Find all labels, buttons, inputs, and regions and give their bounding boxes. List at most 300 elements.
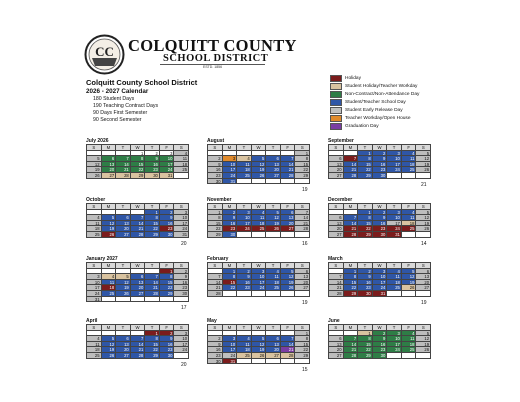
day-cell: 3	[387, 331, 402, 337]
day-cell: 5	[87, 156, 102, 162]
month-day-count: 19	[302, 187, 308, 194]
day-cell: 6	[281, 210, 296, 216]
day-cell	[281, 291, 296, 297]
weekday-label: T	[358, 263, 373, 269]
day-cell: 14	[116, 162, 131, 168]
day-cell: 22	[145, 226, 160, 232]
day-cell: 4	[87, 336, 102, 342]
legend-swatch	[330, 123, 342, 130]
weekday-label: M	[223, 263, 238, 269]
day-cell: 27	[102, 173, 117, 179]
district-name: COLQUITT COUNTY	[128, 36, 297, 55]
day-cell: 23	[174, 285, 189, 291]
weekday-label: T	[145, 204, 160, 210]
day-cell: 2	[223, 210, 238, 216]
day-cell: 21	[281, 167, 296, 173]
day-cell: 30	[373, 232, 388, 238]
day-cell: 12	[266, 215, 281, 221]
day-cell: 15	[223, 280, 238, 286]
day-cell: 20	[295, 280, 310, 286]
day-cell: 13	[116, 221, 131, 227]
day-cell: 29	[358, 173, 373, 179]
day-cell: 15	[344, 280, 359, 286]
day-cell: 8	[295, 156, 310, 162]
day-cell: 19	[102, 226, 117, 232]
day-cell: 5	[102, 336, 117, 342]
day-cell: 11	[402, 336, 417, 342]
day-cell: 30	[358, 291, 373, 297]
day-cell: 14	[329, 280, 344, 286]
day-cell: 24	[252, 285, 267, 291]
day-cell: 7	[281, 336, 296, 342]
day-cell: 19	[281, 280, 296, 286]
day-cell: 23	[358, 285, 373, 291]
day-cell: 8	[145, 336, 160, 342]
month-day-count: 20	[181, 240, 187, 247]
day-cell: 8	[358, 215, 373, 221]
day-cell: 30	[373, 173, 388, 179]
day-cell: 12	[116, 280, 131, 286]
day-cell: 25	[237, 173, 252, 179]
weekday-label: T	[387, 204, 402, 210]
day-cell: 15	[131, 162, 146, 168]
day-cell: 10	[174, 336, 189, 342]
weekday-label: F	[160, 204, 175, 210]
day-cell: 27	[131, 291, 146, 297]
day-cell: 25	[266, 285, 281, 291]
day-cell: 31	[87, 297, 102, 303]
day-cell: 14	[344, 221, 359, 227]
day-cell: 9	[145, 156, 160, 162]
day-cell	[295, 179, 310, 185]
day-cell: 29	[358, 232, 373, 238]
day-cell	[402, 173, 417, 179]
day-cell	[402, 232, 417, 238]
month-day-count: 20	[181, 361, 187, 368]
month-title: May	[207, 318, 217, 324]
day-cell: 7	[344, 215, 359, 221]
day-cell: 17	[160, 162, 175, 168]
weekday-label: T	[237, 325, 252, 331]
weekday-label: T	[145, 325, 160, 331]
day-cell: 10	[387, 156, 402, 162]
day-cell: 11	[87, 221, 102, 227]
day-cell: 30	[208, 359, 223, 365]
weekday-label: F	[281, 204, 296, 210]
day-cell: 23	[160, 226, 175, 232]
day-cell: 2	[160, 331, 175, 337]
day-cell: 8	[358, 336, 373, 342]
month-grid	[328, 262, 431, 297]
day-cell: 31	[223, 179, 238, 185]
weekday-label: S	[87, 263, 102, 269]
day-cell: 24	[174, 347, 189, 353]
day-cell: 1	[208, 210, 223, 216]
day-cell	[237, 232, 252, 238]
day-cell: 4	[87, 215, 102, 221]
legend-swatch	[330, 83, 342, 90]
stat-first-semester: 90 Days First Semester	[93, 110, 148, 117]
day-cell: 23	[160, 347, 175, 353]
day-cell: 16	[223, 221, 238, 227]
day-cell: 20	[131, 285, 146, 291]
weekday-label: T	[237, 145, 252, 151]
day-cell: 14	[131, 221, 146, 227]
day-cell: 12	[252, 342, 267, 348]
day-cell: 29	[160, 291, 175, 297]
day-cell: 11	[102, 280, 117, 286]
legend-label: Student Holiday/Teacher Workday	[345, 84, 418, 89]
day-cell: 2	[373, 331, 388, 337]
day-cell: 5	[402, 269, 417, 275]
month-title: March	[328, 256, 343, 262]
day-cell: 20	[116, 226, 131, 232]
day-cell: 3	[160, 151, 175, 157]
day-cell	[402, 353, 417, 359]
day-cell	[223, 291, 238, 297]
day-cell: 3	[174, 331, 189, 337]
day-cell: 18	[402, 342, 417, 348]
day-cell: 25	[402, 167, 417, 173]
day-cell: 7	[208, 274, 223, 280]
weekday-label: M	[344, 325, 359, 331]
day-cell: 16	[145, 162, 160, 168]
day-cell: 21	[131, 347, 146, 353]
day-cell: 22	[160, 285, 175, 291]
weekday-label: T	[266, 204, 281, 210]
day-cell: 16	[208, 347, 223, 353]
day-cell: 22	[145, 347, 160, 353]
day-cell: 19	[102, 347, 117, 353]
weekday-label: W	[373, 263, 388, 269]
weekday-label: S	[329, 325, 344, 331]
day-cell: 6	[329, 215, 344, 221]
day-cell: 12	[416, 156, 431, 162]
month-title: December	[328, 197, 353, 203]
day-cell: 27	[295, 285, 310, 291]
day-cell: 29	[358, 353, 373, 359]
day-cell: 12	[252, 162, 267, 168]
day-cell: 30	[160, 232, 175, 238]
day-cell	[266, 359, 281, 365]
day-cell	[281, 232, 296, 238]
weekday-label: S	[174, 325, 189, 331]
day-cell: 18	[402, 221, 417, 227]
weekday-label: S	[208, 325, 223, 331]
day-cell: 1	[131, 151, 146, 157]
day-cell: 20	[102, 167, 117, 173]
day-cell	[387, 291, 402, 297]
month-grid	[86, 324, 189, 359]
day-cell: 5	[416, 210, 431, 216]
day-cell: 28	[344, 173, 359, 179]
legend-swatch	[330, 115, 342, 122]
calendar-title: 2026 - 2027 Calendar	[86, 88, 149, 95]
weekday-label: T	[116, 145, 131, 151]
day-cell: 23	[373, 167, 388, 173]
day-cell: 29	[131, 173, 146, 179]
day-cell: 27	[329, 232, 344, 238]
day-cell: 25	[87, 232, 102, 238]
day-cell: 14	[281, 342, 296, 348]
day-cell: 11	[87, 342, 102, 348]
day-cell: 18	[252, 221, 267, 227]
weekday-label: S	[329, 263, 344, 269]
day-cell: 23	[237, 285, 252, 291]
day-cell: 13	[266, 342, 281, 348]
day-cell: 7	[116, 156, 131, 162]
day-cell: 18	[87, 347, 102, 353]
day-cell: 27	[416, 285, 431, 291]
day-cell: 28	[131, 353, 146, 359]
day-cell: 6	[116, 336, 131, 342]
day-cell: 15	[208, 221, 223, 227]
day-cell: 13	[102, 162, 117, 168]
day-cell: 26	[416, 226, 431, 232]
day-cell: 13	[116, 342, 131, 348]
day-cell: 27	[116, 232, 131, 238]
day-cell	[416, 232, 431, 238]
weekday-label: S	[416, 325, 431, 331]
weekday-label: W	[252, 325, 267, 331]
weekday-label: S	[416, 204, 431, 210]
day-cell: 7	[131, 336, 146, 342]
day-cell	[266, 232, 281, 238]
day-cell: 3	[387, 151, 402, 157]
weekday-label: S	[329, 145, 344, 151]
day-cell: 19	[252, 347, 267, 353]
day-cell: 24	[387, 167, 402, 173]
day-cell: 3	[174, 210, 189, 216]
legend-label: Holiday	[345, 76, 361, 81]
weekday-label: T	[237, 263, 252, 269]
day-cell: 16	[208, 167, 223, 173]
day-cell	[237, 179, 252, 185]
weekday-label: W	[373, 325, 388, 331]
day-cell: 2	[237, 269, 252, 275]
day-cell: 16	[237, 280, 252, 286]
month-title: August	[207, 138, 225, 144]
legend-label: Graduation Day	[345, 124, 379, 129]
day-cell: 26	[87, 173, 102, 179]
day-cell: 2	[208, 336, 223, 342]
day-cell: 7	[329, 274, 344, 280]
day-cell: 3	[223, 156, 238, 162]
month-grid	[207, 324, 310, 364]
weekday-label: M	[223, 145, 238, 151]
day-cell: 24	[387, 226, 402, 232]
day-cell: 4	[387, 269, 402, 275]
day-cell: 30	[174, 291, 189, 297]
day-cell: 10	[174, 215, 189, 221]
day-cell: 3	[387, 210, 402, 216]
day-cell: 26	[402, 285, 417, 291]
day-cell: 5	[416, 151, 431, 157]
day-cell: 8	[208, 215, 223, 221]
weekday-label: M	[102, 263, 117, 269]
day-cell: 7	[344, 156, 359, 162]
day-cell: 18	[266, 280, 281, 286]
day-cell: 26	[416, 167, 431, 173]
day-cell	[237, 291, 252, 297]
day-cell: 6	[416, 269, 431, 275]
weekday-label: M	[344, 263, 359, 269]
weekday-label: F	[402, 325, 417, 331]
day-cell: 11	[402, 156, 417, 162]
weekday-label: S	[295, 204, 310, 210]
day-cell: 8	[344, 274, 359, 280]
day-cell: 14	[208, 280, 223, 286]
day-cell: 29	[344, 291, 359, 297]
day-cell: 10	[160, 156, 175, 162]
day-cell: 14	[145, 280, 160, 286]
day-cell: 17	[373, 280, 388, 286]
day-cell: 4	[174, 151, 189, 157]
day-cell: 11	[237, 342, 252, 348]
day-cell: 4	[402, 331, 417, 337]
day-cell: 2	[358, 269, 373, 275]
month-day-count: 17	[181, 305, 187, 312]
day-cell: 15	[145, 342, 160, 348]
day-cell: 12	[87, 162, 102, 168]
day-cell: 16	[358, 280, 373, 286]
day-cell	[145, 297, 160, 303]
day-cell	[174, 297, 189, 303]
day-cell: 3	[373, 269, 388, 275]
week-row	[208, 359, 310, 365]
day-cell	[252, 359, 267, 365]
legend-item	[330, 91, 480, 99]
day-cell: 12	[402, 274, 417, 280]
weekday-label: W	[252, 263, 267, 269]
day-cell: 28	[329, 291, 344, 297]
weekday-label: M	[344, 204, 359, 210]
week-row	[208, 291, 310, 297]
weekday-label: M	[223, 325, 238, 331]
weekday-label: S	[208, 145, 223, 151]
month-title: April	[86, 318, 98, 324]
month-day-count: 16	[302, 240, 308, 247]
day-cell: 21	[281, 347, 296, 353]
day-cell: 5	[102, 215, 117, 221]
weekday-label: T	[387, 325, 402, 331]
day-cell: 25	[174, 167, 189, 173]
day-cell: 9	[160, 215, 175, 221]
stats-list	[93, 96, 158, 124]
day-cell: 18	[87, 226, 102, 232]
day-cell: 6	[102, 156, 117, 162]
weekday-label: S	[208, 204, 223, 210]
day-cell: 28	[145, 291, 160, 297]
day-cell: 17	[237, 221, 252, 227]
day-cell: 23	[373, 347, 388, 353]
day-cell: 20	[329, 167, 344, 173]
legend-label: Teacher Workday/Open House	[345, 116, 411, 121]
day-cell: 29	[145, 353, 160, 359]
weekday-label: T	[358, 325, 373, 331]
day-cell: 27	[116, 353, 131, 359]
day-cell: 22	[131, 167, 146, 173]
day-cell: 1	[358, 210, 373, 216]
day-cell: 12	[102, 221, 117, 227]
day-cell: 1	[358, 151, 373, 157]
day-cell	[281, 359, 296, 365]
day-cell: 10	[223, 342, 238, 348]
day-cell: 22	[295, 167, 310, 173]
day-cell: 11	[237, 162, 252, 168]
day-cell: 5	[281, 269, 296, 275]
day-cell	[416, 291, 431, 297]
day-cell: 24	[387, 347, 402, 353]
day-cell: 2	[208, 156, 223, 162]
day-cell: 13	[329, 162, 344, 168]
day-cell: 1	[358, 331, 373, 337]
day-cell: 27	[266, 173, 281, 179]
day-cell: 14	[295, 215, 310, 221]
day-cell: 23	[208, 353, 223, 359]
day-cell: 4	[252, 210, 267, 216]
week-row	[329, 353, 431, 359]
day-cell: 25	[402, 347, 417, 353]
day-cell: 9	[373, 215, 388, 221]
week-row	[87, 232, 189, 238]
weekday-label: S	[416, 263, 431, 269]
day-cell: 22	[358, 226, 373, 232]
day-cell	[387, 353, 402, 359]
weekday-label: T	[145, 263, 160, 269]
day-cell: 5	[252, 336, 267, 342]
weekday-label: W	[131, 145, 146, 151]
day-cell: 10	[87, 280, 102, 286]
weekday-label: M	[344, 145, 359, 151]
month-title: September	[328, 138, 354, 144]
weekday-label: F	[160, 325, 175, 331]
school-title: Colquitt County School District	[86, 78, 198, 87]
legend-label: Student/Teacher School Day	[345, 100, 406, 105]
day-cell: 1	[295, 151, 310, 157]
day-cell: 21	[208, 285, 223, 291]
day-cell: 22	[295, 347, 310, 353]
day-cell: 26	[102, 353, 117, 359]
day-cell	[252, 291, 267, 297]
day-cell: 13	[281, 215, 296, 221]
day-cell	[416, 353, 431, 359]
weekday-label: T	[237, 204, 252, 210]
legend-item	[330, 123, 480, 131]
day-cell: 28	[281, 173, 296, 179]
day-cell: 15	[160, 280, 175, 286]
day-cell: 16	[373, 162, 388, 168]
day-cell: 6	[266, 336, 281, 342]
day-cell: 24	[160, 167, 175, 173]
day-cell: 21	[344, 347, 359, 353]
day-cell: 9	[223, 215, 238, 221]
day-cell: 23	[145, 167, 160, 173]
day-cell: 21	[145, 285, 160, 291]
day-cell: 15	[295, 162, 310, 168]
month-day-count: 21	[421, 181, 427, 188]
month-grid	[86, 144, 189, 179]
day-cell: 5	[116, 274, 131, 280]
weekday-label: S	[416, 145, 431, 151]
day-cell: 17	[387, 342, 402, 348]
legend-item	[330, 99, 480, 107]
day-cell: 6	[329, 336, 344, 342]
day-cell: 19	[402, 280, 417, 286]
weekday-label: T	[358, 145, 373, 151]
month-day-count: 14	[421, 240, 427, 247]
weekday-label: W	[131, 204, 146, 210]
